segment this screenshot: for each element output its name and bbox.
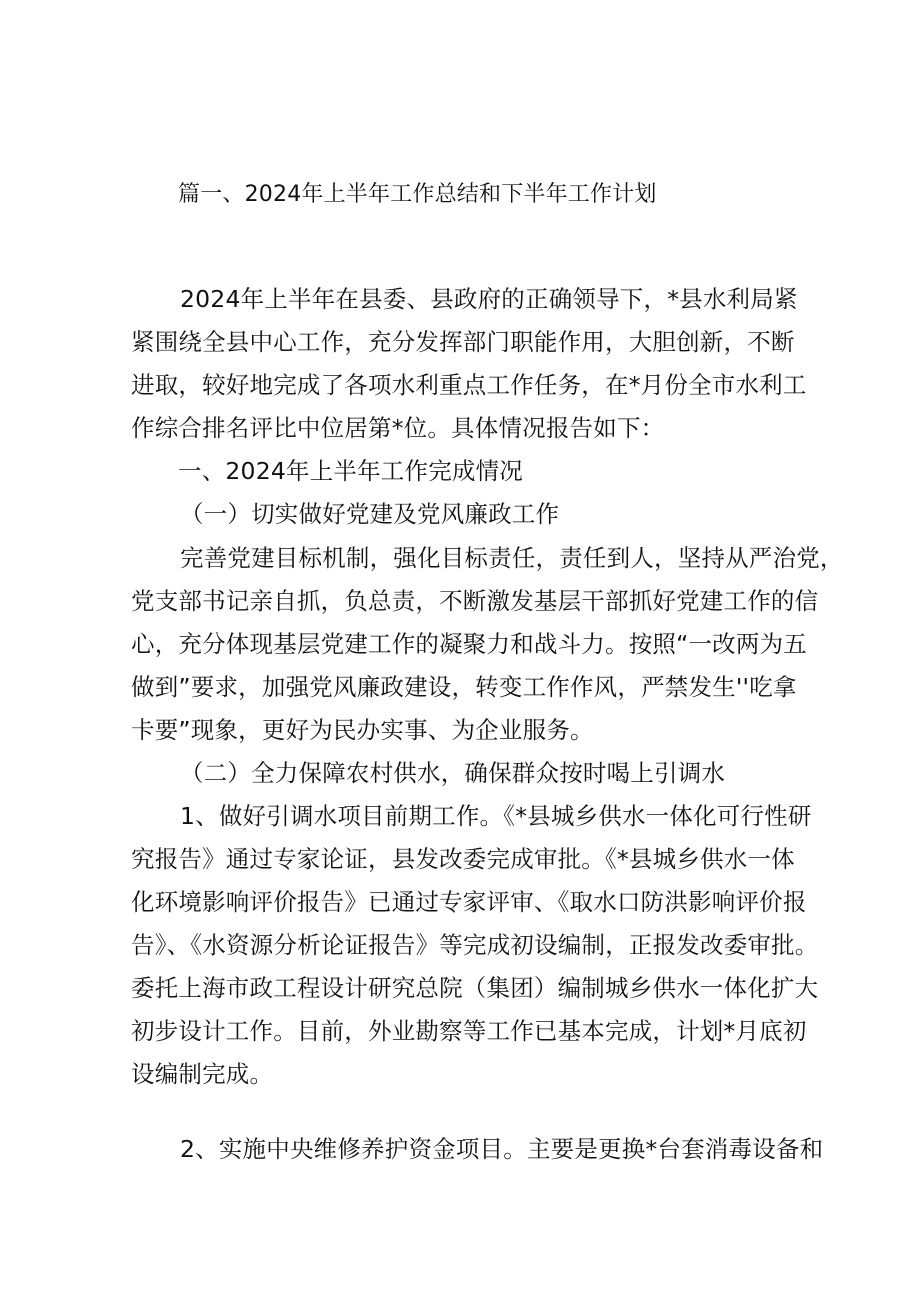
paragraph-line: 紧围绕全县中心工作，充分发挥部门职能作用，大胆创新，不断: [131, 328, 795, 356]
paragraph-line: 做到”要求，加强党风廉政建设，转变工作作风，严禁发生''吃拿: [131, 673, 797, 701]
document-title: 篇一、2024年上半年工作总结和下半年工作计划: [178, 182, 657, 207]
paragraph-line: 2024年上半年在县委、县政府的正确领导下，*县水利局紧: [180, 285, 798, 313]
paragraph-line: 究报告》通过专家论证，县发改委完成审批。《*县城乡供水一体: [131, 845, 795, 873]
subsection-heading: （二）全力保障农村供水，确保群众按时喝上引调水: [180, 759, 726, 787]
paragraph-line: 进取，较好地完成了各项水利重点工作任务，在*月份全市水利工: [131, 371, 807, 399]
paragraph-line: 2、实施中央维修养护资金项目。主要是更换*台套消毒设备和: [180, 1135, 824, 1163]
section-heading: 一、2024年上半年工作完成情况: [178, 457, 524, 485]
paragraph-line: 1、做好引调水项目前期工作。《*县城乡供水一体化可行性研: [180, 802, 812, 830]
paragraph-line: 卡要”现象，更好为民办实事、为企业服务。: [131, 716, 594, 744]
paragraph-line: 委托上海市政工程设计研究总院（集团）编制城乡供水一体化扩大: [131, 974, 819, 1002]
paragraph-line: 初步设计工作。目前，外业勘察等工作已基本完成，计划*月底初: [131, 1017, 807, 1045]
paragraph-line: 设编制完成。: [131, 1060, 274, 1088]
paragraph-line: 完善党建目标机制，强化目标责任，责任到人，坚持从严治党，: [180, 544, 844, 572]
subsection-heading: （一）切实做好党建及党风廉政工作: [180, 500, 560, 528]
paragraph-line: 化环境影响评价报告》已通过专家评审、《取水口防洪影响评价报: [131, 888, 807, 916]
paragraph-line: 党支部书记亲自抓，负总责，不断激发基层干部抓好党建工作的信: [131, 587, 819, 615]
paragraph-line: 告》、《水资源分析论证报告》等完成初设编制，正报发改委审批。: [131, 931, 819, 959]
paragraph-line: 作综合排名评比中位居第*位。具体情况报告如下：: [131, 414, 665, 442]
paragraph-line: 心，充分体现基层党建工作的凝聚力和战斗力。按照“一改两为五: [131, 630, 807, 658]
